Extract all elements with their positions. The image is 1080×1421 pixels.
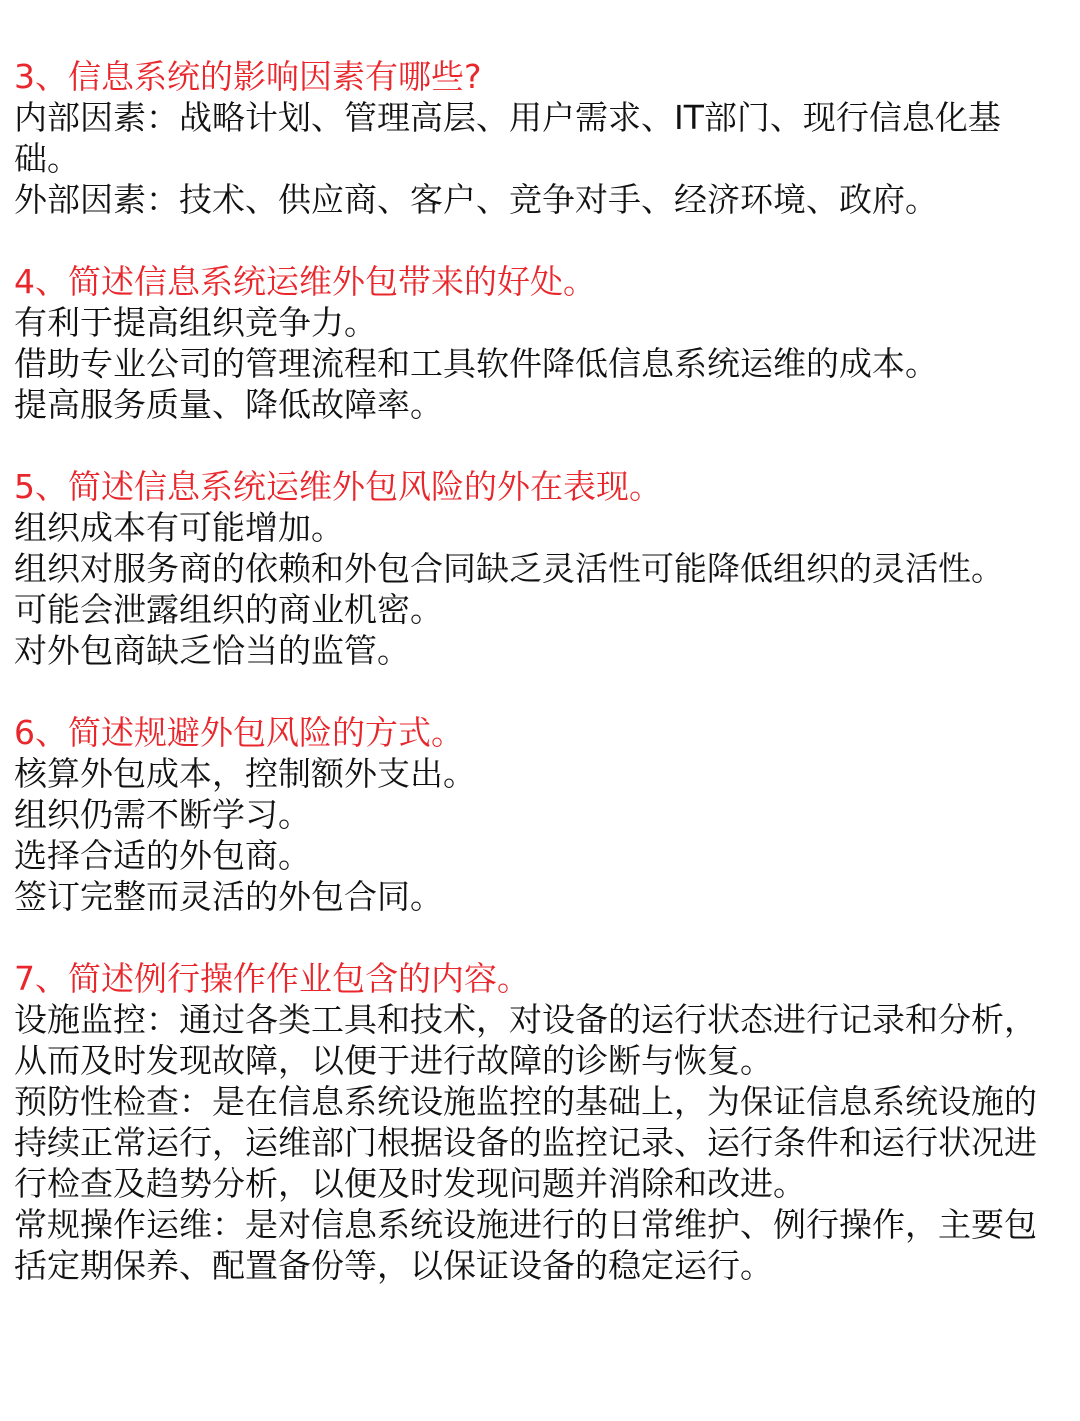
section-line: 外部因素：技术、供应商、客户、竞争对手、经济环境、政府。 bbox=[14, 180, 938, 219]
section-line: 常规操作运维：是对信息系统设施进行的日常维护、例行操作，主要包括定期保养、配置备份等，以保证设备的稳定运行。 bbox=[14, 1205, 1037, 1285]
section-7 bbox=[14, 958, 1060, 1286]
section-line: 选择合适的外包商。 bbox=[14, 836, 311, 875]
section-line: 核算外包成本，控制额外支出。 bbox=[14, 754, 476, 793]
section-line: 可能会泄露组织的商业机密。 bbox=[14, 590, 443, 629]
section-line: 借助专业公司的管理流程和工具软件降低信息系统运维的成本。 bbox=[14, 344, 938, 383]
section-3 bbox=[14, 56, 1060, 220]
section-line: 预防性检查：是在信息系统设施监控的基础上，为保证信息系统设施的持续正常运行，运维部门根据设备的监控记录、运行条件和运行状况进行检查及趋势分析，以便及时发现问题并消除和改进。 bbox=[14, 1082, 1037, 1203]
section-line: 组织对服务商的依赖和外包合同缺乏灵活性可能降低组织的灵活性。 bbox=[14, 549, 1004, 588]
section-heading: 6、简述规避外包风险的方式。 bbox=[14, 713, 464, 752]
section-6 bbox=[14, 712, 1060, 917]
section-line: 对外包商缺乏恰当的监管。 bbox=[14, 631, 410, 670]
section-line: 设施监控：通过各类工具和技术，对设备的运行状态进行记录和分析，从而及时发现故障，以便于进行故障的诊断与恢复。 bbox=[14, 1000, 1037, 1080]
section-line: 有利于提高组织竞争力。 bbox=[14, 303, 377, 342]
section-line: 内部因素：战略计划、管理高层、用户需求、IT部门、现行信息化基础。 bbox=[14, 98, 1001, 178]
section-5 bbox=[14, 466, 1060, 671]
section-heading: 7、简述例行操作作业包含的内容。 bbox=[14, 959, 530, 998]
section-heading: 4、简述信息系统运维外包带来的好处。 bbox=[14, 262, 596, 301]
section-line: 组织成本有可能增加。 bbox=[14, 508, 344, 547]
section-4 bbox=[14, 261, 1060, 425]
section-heading: 3、信息系统的影响因素有哪些? bbox=[14, 57, 482, 96]
section-line: 组织仍需不断学习。 bbox=[14, 795, 311, 834]
section-line: 提高服务质量、降低故障率。 bbox=[14, 385, 443, 424]
section-heading: 5、简述信息系统运维外包风险的外在表现。 bbox=[14, 467, 662, 506]
section-line: 签订完整而灵活的外包合同。 bbox=[14, 877, 443, 916]
